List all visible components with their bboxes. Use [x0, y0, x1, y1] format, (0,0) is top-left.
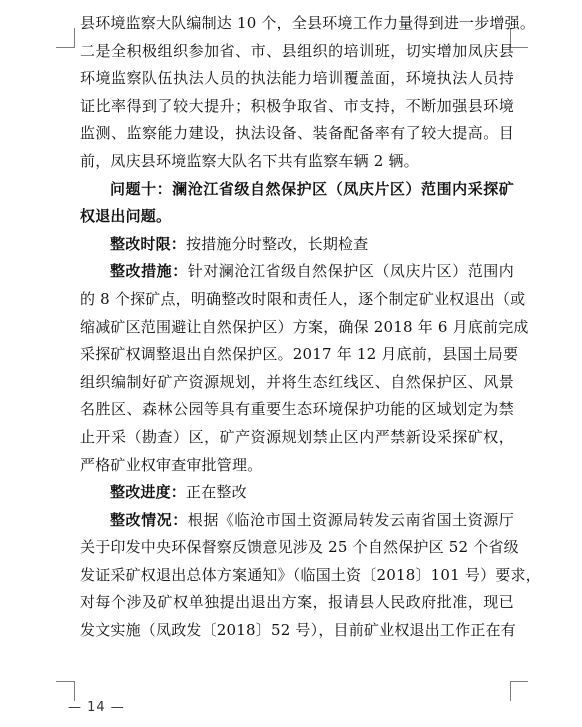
- text-line: 关于印发中央环保督察反馈意见涉及 25 个自然保护区 52 个省级: [80, 538, 519, 557]
- text-line: 县环境监察大队编制达 10 个，全县环境工作力量得到进一步增强。: [80, 14, 536, 32]
- status-label: 整改情况：: [110, 510, 188, 529]
- text-line: 二是全积极组织参加省、市、县组织的培训班，切实增加凤庆县: [80, 41, 514, 60]
- text-line: 环境监察队伍执法人员的执法能力培训覆盖面，环境执法人员持: [80, 69, 514, 88]
- deadline-text: 按措施分时整改，长期检查: [186, 234, 369, 253]
- text-line: 名胜区、森林公园等具有重要生态环境保护功能的区域划定为禁: [80, 400, 514, 419]
- measures-first-text: 针对澜沧江省级自然保护区（凤庆片区）范围内: [187, 262, 514, 281]
- issue-title-line: 权退出问题。: [80, 207, 172, 226]
- text-line: 监测、监察能力建设，执法设备、装备配备率有了较大提高。目: [80, 124, 514, 143]
- text-line: 严格矿业权审查审批管理。: [80, 455, 263, 474]
- text-line: 对每个涉及矿权单独提出退出方案，报请县人民政府批准，现已: [80, 593, 514, 612]
- text-line: 前，凤庆县环境监察大队名下共有监察车辆 2 辆。: [80, 151, 419, 170]
- text-line: 证比率得到了较大提升；积极争取省、市支持，不断加强县环境: [80, 96, 514, 115]
- text-line: 止开采（勘查）区，矿产资源规划禁止区内严禁新设采探矿权，: [80, 427, 514, 446]
- text-line: 的 8 个探矿点，明确整改时限和责任人，逐个制定矿业权退出（或: [80, 289, 526, 308]
- text-line: 发文实施（凤政发〔2018〕52 号），目前矿业权退出工作正在有: [80, 621, 516, 640]
- deadline-line: [80, 231, 514, 259]
- paragraph-training: [80, 10, 536, 176]
- text-line: 组织编制好矿产资源规划，并将生态红线区、自然保护区、风景: [80, 372, 514, 391]
- measures-label: 整改措施：: [110, 262, 188, 281]
- progress-label: 整改进度：: [110, 483, 187, 502]
- issue-title: [80, 176, 514, 231]
- text-line: 缩减矿区范围避让自然保护区）方案，确保 2018 年 6 月底前完成: [80, 317, 529, 336]
- progress-line: [80, 479, 514, 507]
- issue-title-line: 问题十：澜沧江省级自然保护区（凤庆片区）范围内采探矿: [110, 179, 514, 198]
- text-line: 发证采矿权退出总体方案通知》（临国土资〔2018〕101 号）要求，: [80, 565, 541, 584]
- deadline-label: 整改时限：: [110, 234, 187, 253]
- progress-section: [80, 479, 514, 507]
- measures-first-line: [80, 258, 514, 286]
- text-line: 采探矿权调整退出自然保护区。2017 年 12 月底前，县国土局要: [80, 345, 519, 364]
- page-number: — 14 —: [68, 700, 125, 715]
- document-body: [80, 10, 541, 645]
- status-first-line: [80, 507, 514, 535]
- progress-text: 正在整改: [186, 483, 247, 502]
- measures-section: [80, 258, 529, 479]
- status-section: [80, 507, 541, 645]
- deadline-section: [80, 231, 514, 259]
- status-first-text: 根据《临沧市国土资源局转发云南省国土资源厅: [187, 510, 514, 529]
